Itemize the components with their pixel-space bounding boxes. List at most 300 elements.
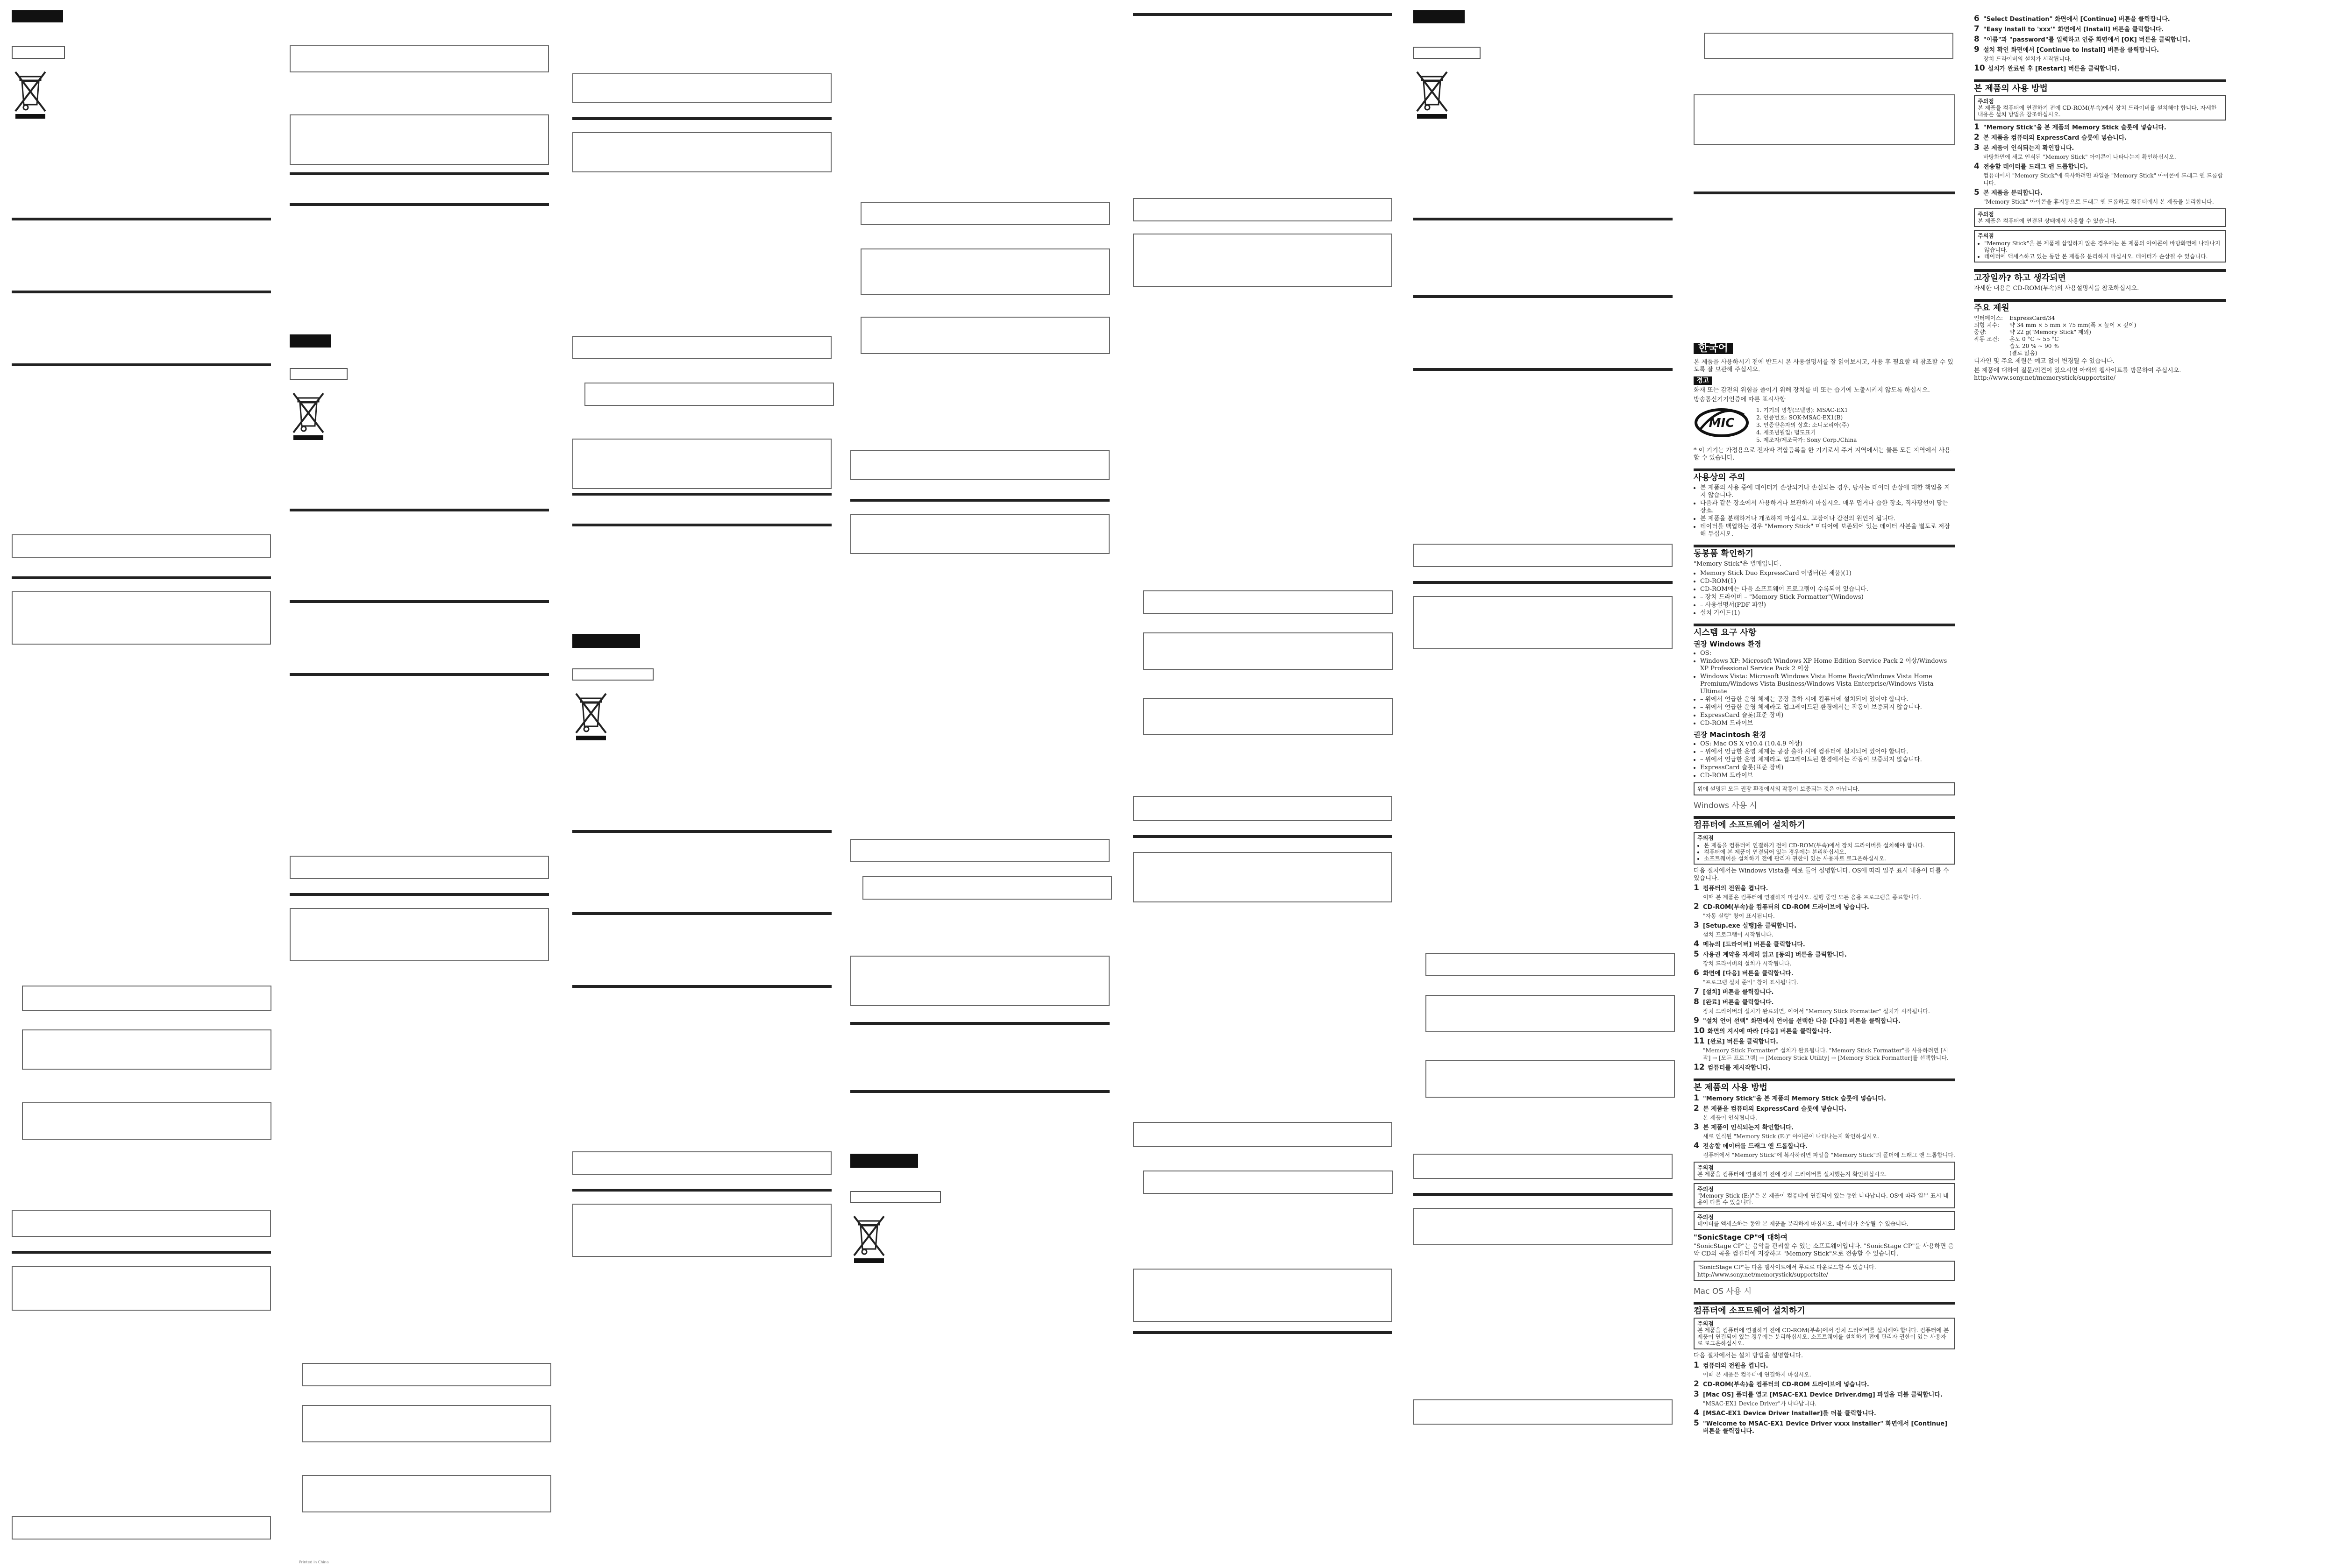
list-item: • Windows Vista: Microsoft Windows Vista Home Basic/Windows Vista Home Premium/Windows Vista Business/Windows Vista Enterprise/Windows Vista Ultimate [1700, 673, 1955, 695]
mic-item: 2. 인증번호: SOK-MSAC-EX1(B) [1756, 414, 1843, 421]
win-install-steps [1694, 884, 1955, 1072]
step-item [1694, 998, 1955, 1007]
step-number: 8 [1694, 997, 1699, 1007]
step-number: 3 [1694, 1122, 1699, 1132]
note-title: 주의점 [1697, 1214, 1714, 1220]
weee-bin-icon [572, 690, 832, 741]
mic-logo-text: MIC [1709, 416, 1735, 430]
note-title: 주의점 [1978, 98, 1994, 105]
list-item: • – 위에서 언급한 운영 체제는 공장 출하 시에 컴퓨터에 설치되어 있어야 합니다. [1700, 748, 1955, 756]
step-item [1694, 969, 1955, 978]
note-box [850, 839, 1110, 862]
step-item [1974, 144, 2226, 152]
note-title: 주의점 [1697, 1164, 1714, 1171]
spec-key: 작동 조건: [1974, 336, 2000, 342]
note-box [584, 383, 834, 406]
spec-value: 온도 0 °C ~ 55 °C [2009, 336, 2059, 342]
step-detail: 컴퓨터에서 "Memory Stick"에 복사하려면 파일을 "Memory Stick"의 폴더에 드래그 앤 드롭합니다. [1703, 1152, 1955, 1158]
note-box [1413, 1154, 1673, 1179]
note-box [572, 336, 832, 359]
note-box [302, 1475, 551, 1512]
section-rule [290, 893, 549, 896]
warning-label-box [12, 46, 65, 59]
note-box [12, 1516, 271, 1540]
step-number: 11 [1694, 1036, 1705, 1046]
step-item [1694, 903, 1955, 911]
note-box [290, 114, 549, 165]
note-box [572, 132, 832, 172]
step-number: 10 [1974, 64, 1985, 73]
section-rule [572, 493, 832, 496]
step-number: 1 [1694, 883, 1699, 893]
list-item: • OS: Mac OS X v10.4 (10.4.9 이상) [1700, 740, 1955, 748]
section-rule [1133, 13, 1392, 16]
language-heading-bar [290, 334, 331, 348]
korean-column-2 [1974, 13, 2226, 384]
note-box [850, 956, 1110, 1006]
step-detail: 새로 인식된 "Memory Stick (E:)" 아이콘이 나타나는지 확인하십시오. [1703, 1133, 1879, 1140]
spec-key [1974, 350, 2007, 357]
mic-certification [1694, 406, 1955, 444]
specs-title: 주요 제원 [1974, 299, 2226, 312]
note-box [850, 514, 1110, 554]
footer-code: Printed in China [299, 1560, 329, 1564]
note-box [850, 450, 1110, 480]
step-text: "Welcome to MSAC-EX1 Device Driver vxxx installer" 화면에서 [Continue] 버튼을 클릭합니다. [1703, 1420, 1948, 1435]
korean-column-1 [1694, 341, 1955, 1436]
spec-value: (결로 없음) [2009, 350, 2037, 356]
warning-label-box [850, 1191, 941, 1203]
mic-item: 5. 제조자/제조국가: Sony Corp./China [1756, 437, 1857, 443]
step-detail: 장치 드라이버의 설치가 완료되면, 이어서 "Memory Stick Formatter" 설치가 시작됩니다. [1703, 1008, 1930, 1015]
mac-install-note [1694, 1318, 1955, 1349]
section-rule [1694, 192, 1955, 194]
step-item [1694, 1362, 1955, 1370]
note-title: 주의점 [1978, 233, 1994, 239]
mac-pre-text: 다음 절차에서는 설치 방법을 설명합니다. [1694, 1352, 1803, 1359]
note-title: 주의점 [1978, 211, 1994, 218]
spec-value: 습도 20 % ~ 90 % [2009, 343, 2059, 349]
note-box [572, 1151, 832, 1175]
step-item [1694, 1017, 1955, 1025]
step-number: 3 [1974, 143, 1980, 152]
step-detail: 바탕화면에 새로 인식된 "Memory Stick" 아이콘이 나타나는지 확인하십시오. [1983, 154, 2176, 160]
korean-language-heading: 한국어 [1694, 343, 1733, 354]
sonicstage-text: "SonicStage CP"는 음악을 관리할 수 있는 소프트웨어입니다. "SonicStage CP"를 사용하면 음악 CD의 곡을 컴퓨터에 저장하고 "Memory Stick"으로 전송할 수 있습니다. [1694, 1243, 1954, 1257]
step-text: 컴퓨터의 전원을 켭니다. [1703, 1362, 1768, 1369]
win-env-list [1700, 650, 1955, 727]
list-item: • OS: [1700, 650, 1955, 657]
section-rule [290, 203, 549, 206]
list-item: • ExpressCard 슬롯(표준 장비) [1700, 712, 1955, 719]
step-text: 컴퓨터의 전원을 켭니다. [1703, 885, 1768, 892]
section-rule [12, 363, 271, 366]
note-box [1133, 1269, 1392, 1322]
section-rule [290, 673, 549, 676]
mac-os-label: Mac OS 사용 시 [1694, 1287, 1752, 1296]
step-text: "Select Destination" 화면에서 [Continue] 버튼을 클릭합니다. [1983, 16, 2170, 23]
list-item: • Memory Stick Duo ExpressCard 어댑터(본 제품)(1) [1700, 570, 1955, 577]
step-item [1974, 189, 2226, 197]
step-text: 전송할 데이터를 드래그 앤 드롭합니다. [1983, 163, 2088, 170]
mic-item: 1. 기기의 명칭(모델명): MSAC-EX1 [1756, 407, 1848, 413]
contents-list [1700, 570, 1955, 617]
spec-row [1974, 322, 2226, 329]
warning-heading: 경고 [1694, 376, 1712, 385]
contents-intro: "Memory Stick"은 별매입니다. [1694, 561, 1781, 568]
list-item: • – 위에서 언급한 운영 체제라도 업그레이드된 환경에서는 작동이 보증되지 않습니다. [1700, 756, 1955, 764]
section-rule [290, 509, 549, 511]
step-item [1694, 1064, 1955, 1072]
section-rule [1413, 1193, 1673, 1196]
list-item: • 데이터에 액세스하고 있는 동안 본 제품을 분리하지 마십시오. 데이터가 손상될 수 있습니다. [1984, 253, 2222, 260]
mac-use-title: 본 제품의 사용 방법 [1974, 79, 2226, 92]
step-item [1694, 884, 1955, 893]
step-item [1974, 163, 2226, 171]
spec-value: 약 34 mm × 5 mm × 75 mm(폭 × 높이 × 깊이) [2009, 322, 2137, 328]
sysreq-note-box: 위에 설명된 모든 권장 환경에서의 작동이 보증되는 것은 아닙니다. [1694, 782, 1955, 795]
list-item: • – 사용설명서(PDF 파일) [1700, 602, 1955, 609]
step-number: 3 [1694, 921, 1699, 930]
note-box [1133, 852, 1392, 902]
list-item: • Windows XP: Microsoft Windows XP Home Edition Service Pack 2 이상/Windows XP Professional Service Pack 2 이상 [1700, 658, 1955, 673]
list-item: • CD-ROM에는 다음 소프트웨어 프로그램이 수록되어 있습니다. [1700, 586, 1955, 593]
step-item [1694, 1027, 1955, 1036]
step-text: CD-ROM(부속)을 컴퓨터의 CD-ROM 드라이브에 넣습니다. [1703, 1381, 1869, 1388]
step-text: 본 제품을 컴퓨터의 ExpressCard 슬롯에 넣습니다. [1983, 135, 2127, 142]
step-item [1694, 922, 1955, 930]
win-install-note [1694, 832, 1955, 865]
win-use-note [1694, 1183, 1955, 1208]
warning-text: 화재 또는 감전의 위험을 줄이기 위해 장치를 비 또는 습기에 노출시키지 않도록 하십시오. [1694, 387, 1930, 394]
step-item [1974, 25, 2226, 34]
mac-install-steps-continued [1974, 15, 2226, 73]
list-item: • 다음과 같은 장소에서 사용하거나 보관하지 마십시오. 매우 덥거나 습한 장소, 직사광선이 닿는 장소. [1700, 500, 1955, 515]
step-number: 4 [1974, 162, 1980, 171]
step-number: 7 [1974, 24, 1980, 34]
note-box [572, 439, 832, 489]
win-use-steps [1694, 1094, 1955, 1159]
step-number: 9 [1694, 1016, 1699, 1025]
list-item: • 본 제품을 분해하거나 개조하지 마십시오. 고장이나 감전의 원인이 됩니다. [1700, 515, 1955, 523]
step-item [1974, 46, 2226, 54]
step-item [1694, 988, 1955, 996]
step-text: [MSAC-EX1 Device Driver Installer]를 더블 클릭합니다. [1703, 1410, 1876, 1417]
step-item [1694, 951, 1955, 959]
step-item [1974, 134, 2226, 142]
precautions-list [1700, 484, 1955, 538]
note-text: 본 제품을 컴퓨터에 연결하기 전에 CD-ROM(부속)에서 장치 드라이버를 설치해야 합니다. 자세한 내용은 설치 방법을 참조하십시오. [1978, 105, 2217, 118]
note-box [1143, 1171, 1393, 1194]
note-box [861, 248, 1110, 295]
step-number: 4 [1694, 1408, 1699, 1418]
note-box [22, 1029, 271, 1070]
step-number: 7 [1694, 987, 1699, 996]
mac-use-steps [1974, 123, 2226, 206]
step-text: CD-ROM(부속)을 컴퓨터의 CD-ROM 드라이브에 넣습니다. [1703, 904, 1869, 911]
section-rule [572, 830, 832, 833]
note-text: 본 제품을 컴퓨터에 연결하기 전에 장치 드라이버를 설치했는지 확인하십시오. [1697, 1171, 1887, 1178]
language-heading-bar [12, 10, 63, 22]
note-title: 주의점 [1697, 1186, 1714, 1192]
note-box [22, 1102, 271, 1140]
weee-bin-icon [1413, 68, 1673, 120]
note-box [302, 1363, 551, 1386]
step-item [1974, 123, 2226, 132]
list-item: • 컴퓨터에 본 제품이 연결되어 있는 경우에는 분리하십시오. [1704, 849, 1951, 855]
list-item: • 데이터를 백업하는 경우 "Memory Stick" 미디어에 보존되어 있는 데이터 사본을 별도로 저장해 두십시오. [1700, 523, 1955, 538]
mac-use-top-note [1974, 95, 2226, 121]
mac-use-mid-note [1974, 208, 2226, 227]
step-item [1694, 1142, 1955, 1150]
step-number: 6 [1694, 968, 1699, 978]
note-box [1133, 234, 1392, 287]
step-detail: "Memory Stick" 아이콘을 휴지통으로 드래그 앤 드롭하고 컴퓨터에서 본 제품을 분리합니다. [1983, 199, 2214, 205]
weee-bin-icon [850, 1213, 941, 1264]
windows-os-label: Windows 사용 시 [1694, 801, 1757, 810]
specs-list [1974, 315, 2226, 357]
spec-key: 인터페이스: [1974, 315, 2003, 321]
step-detail: 설치 프로그램이 시작됩니다. [1703, 931, 1773, 938]
win-install-title: 컴퓨터에 소프트웨어 설치하기 [1694, 816, 1955, 829]
step-number: 3 [1694, 1390, 1699, 1399]
note-text: 데이터를 액세스하는 동안 본 제품을 분리하지 마십시오. 데이터가 손상될 수 있습니다. [1697, 1220, 1909, 1227]
step-text: 컴퓨터를 재시작합니다. [1707, 1064, 1771, 1071]
win-use-note [1694, 1162, 1955, 1180]
list-item: • CD-ROM 드라이브 [1700, 720, 1955, 727]
step-detail: "Memory Stick Formatter" 설치가 완료됩니다. "Memory Stick Formatter"를 사용하려면 [시작] → [모든 프로그램] → [Memory Stick Utility] → [Memory Stick Formatter]를 선택합니다. [1703, 1047, 1949, 1061]
note-box [302, 1405, 551, 1442]
step-detail: 본 제품이 인식됩니다. [1703, 1114, 1757, 1121]
step-item [1974, 15, 2226, 23]
note-box [1413, 1208, 1673, 1245]
mic-item: 4. 제조년월일: 별도표기 [1756, 429, 1816, 436]
step-item [1694, 1391, 1955, 1399]
note-box [572, 1204, 832, 1257]
step-number: 9 [1974, 45, 1980, 54]
step-item [1694, 1123, 1955, 1132]
note-box [12, 1266, 271, 1311]
weee-bin-icon [12, 68, 271, 120]
mic-list [1756, 406, 1857, 444]
spec-row [1974, 343, 2226, 350]
section-rule [12, 291, 271, 293]
note-box [290, 908, 549, 961]
note-box [12, 1210, 271, 1237]
win-env-title: 권장 Windows 환경 [1694, 640, 1761, 648]
note-text: 본 제품은 컴퓨터에 연결된 상태에서 사용할 수 있습니다. [1978, 218, 2117, 224]
step-detail: "프로그램 설치 준비" 창이 표시됩니다. [1703, 979, 1798, 986]
column-5 [1133, 10, 1392, 1334]
language-heading-bar [850, 1154, 918, 1168]
mac-install-steps [1694, 1362, 1955, 1435]
section-rule [1133, 1331, 1392, 1334]
step-detail: 장치 드라이버의 설치가 시작됩니다. [1983, 56, 2072, 62]
step-item [1694, 1037, 1955, 1046]
spec-row [1974, 315, 2226, 322]
step-number: 2 [1694, 1104, 1699, 1113]
step-number: 4 [1694, 1141, 1699, 1150]
note-text: "Memory Stick (E:)"은 본 제품이 컴퓨터에 연결되어 있는 동안 나타납니다. OS에 따라 일부 표시 내용이 다를 수 있습니다. [1697, 1192, 1949, 1206]
section-rule [12, 576, 271, 579]
step-item [1694, 1105, 1955, 1113]
section-rule [290, 172, 549, 175]
step-number: 5 [1694, 950, 1699, 959]
step-item [1974, 35, 2226, 44]
step-number: 1 [1974, 122, 1980, 132]
column-6 [1413, 10, 1673, 1425]
mac-env-list [1700, 740, 1955, 780]
step-number: 1 [1694, 1361, 1699, 1370]
list-item: • 본 제품의 사용 중에 데이터가 손상되거나 손실되는 경우, 당사는 데이터 손상에 대한 책임을 지지 않습니다. [1700, 484, 1955, 499]
note-box [1425, 995, 1675, 1032]
step-item [1694, 1094, 1955, 1103]
mic-note: * 이 기기는 가정용으로 전자파 적합등록을 한 기기로서 주거 지역에서는 물론 모든 지역에서 사용할 수 있습니다. [1694, 447, 1951, 461]
list-item: • 소프트웨어를 설치하기 전에 관리자 권한이 있는 사용자로 로그온하십시오. [1704, 855, 1951, 862]
list-item: • 본 제품을 컴퓨터에 연결하기 전에 CD-ROM(부속)에서 장치 드라이버를 설치해야 합니다. [1704, 842, 1951, 849]
step-number: 10 [1694, 1026, 1705, 1036]
step-text: [완료] 버튼을 클릭합니다. [1703, 999, 1774, 1006]
section-rule [1413, 295, 1673, 298]
note-box [290, 856, 549, 879]
note-box [12, 591, 271, 645]
spec-key: 중량: [1974, 329, 1987, 335]
step-text: 본 제품을 컴퓨터의 ExpressCard 슬롯에 넣습니다. [1703, 1106, 1847, 1113]
section-rule [12, 218, 271, 220]
section-rule [572, 117, 832, 120]
section-rule [572, 912, 832, 915]
note-box [1413, 596, 1673, 649]
note-box [1133, 796, 1392, 821]
step-text: "이름"과 "password"를 입력하고 인증 화면에서 [OK] 버튼을 클릭합니다. [1983, 36, 2191, 43]
sonicstage-box: "SonicStage CP"는 다음 웹사이트에서 무료로 다운로드할 수 있습니다. http://www.sony.net/memorystick/supportsite/ [1694, 1261, 1955, 1281]
spec-row [1974, 350, 2226, 357]
step-item [1974, 64, 2226, 73]
note-box [862, 876, 1112, 900]
note-box [1694, 94, 1955, 145]
section-rule [850, 499, 1110, 502]
note-box [290, 45, 549, 72]
note-list [1984, 240, 2222, 260]
mic-intro: 방송통신기기인증에 따른 표시사항 [1694, 396, 1786, 403]
note-text: 본 제품을 컴퓨터에 연결하기 전에 CD-ROM(부속)에서 장치 드라이버를 설치해야 합니다. 컴퓨터에 본 제품이 연결되어 있는 경우에는 분리하십시오. 소프트웨어를 설치하기 전에 관리자 권한이 있는 사용자로 로그온하십시오. [1697, 1327, 1949, 1347]
trouble-title: 고장일까? 하고 생각되면 [1974, 269, 2226, 282]
step-number: 5 [1974, 188, 1980, 197]
step-item [1694, 1409, 1955, 1418]
step-detail: 이때 본 제품은 컴퓨터에 연결하지 마십시오. [1703, 1371, 1811, 1378]
note-box [22, 986, 271, 1011]
win-pre-text: 다음 절차에서는 Windows Vista를 예로 들어 설명합니다. OS에 따라 일부 표시 내용이 다를 수 있습니다. [1694, 867, 1949, 882]
step-text: 설치 확인 화면에서 [Continue to Install] 버튼을 클릭합니다. [1983, 47, 2159, 54]
step-text: 전송할 데이터를 드래그 앤 드롭합니다. [1703, 1143, 1808, 1150]
note-box [1133, 198, 1392, 221]
mac-env-title: 권장 Macintosh 환경 [1694, 731, 1766, 739]
step-item [1694, 1419, 1955, 1435]
section-rule [1413, 368, 1673, 371]
step-text: 본 제품이 인식되는지 확인합니다. [1983, 145, 2074, 152]
step-number: 12 [1694, 1063, 1705, 1072]
step-number: 1 [1694, 1093, 1699, 1103]
note-box [861, 202, 1110, 225]
note-box [1143, 698, 1393, 735]
win-use-note [1694, 1211, 1955, 1230]
section-rule [1413, 581, 1673, 584]
step-number: 2 [1694, 1379, 1699, 1389]
step-item [1694, 940, 1955, 949]
step-detail: "MSAC-EX1 Device Driver"가 나타납니다. [1703, 1400, 1817, 1407]
step-number: 6 [1974, 14, 1980, 23]
mic-item: 3. 인증받은자의 상호: 소니코리아(주) [1756, 422, 1849, 428]
step-number: 2 [1694, 902, 1699, 911]
note-box [1133, 1122, 1392, 1147]
list-item: • CD-ROM(1) [1700, 578, 1955, 585]
list-item: • – 위에서 언급한 운영 체제라도 업그레이드된 환경에서는 작동이 보증되지 않습니다. [1700, 704, 1955, 711]
weee-bin-icon [290, 390, 549, 441]
win-use-title: 본 제품의 사용 방법 [1694, 1078, 1955, 1092]
section-rule [572, 524, 832, 526]
spec-value: 약 22 g("Memory Stick" 제외) [2009, 329, 2091, 335]
spec-note: 디자인 및 주요 제원은 예고 없이 변경될 수 있습니다. [1974, 358, 2115, 365]
section-rule [572, 1189, 832, 1192]
note-box [572, 73, 832, 103]
note-box [1425, 1060, 1675, 1098]
step-text: "Memory Stick"을 본 제품의 Memory Stick 슬롯에 넣습니다. [1703, 1095, 1886, 1102]
note-list [1704, 842, 1951, 862]
section-rule [290, 600, 549, 603]
mic-logo-icon [1694, 406, 1750, 439]
section-rule [12, 1251, 271, 1254]
spec-value: ExpressCard/34 [2009, 315, 2055, 321]
warning-label-box [1413, 47, 1481, 59]
step-text: "설치 언어 선택" 화면에서 언어를 선택한 다음 [다음] 버튼을 클릭합니다. [1703, 1018, 1901, 1025]
step-text: 본 제품이 인식되는지 확인합니다. [1703, 1124, 1794, 1131]
sysreq-title: 시스템 요구 사항 [1694, 624, 1955, 637]
list-item: • 설치 가이드(1) [1700, 610, 1955, 617]
contents-title: 동봉품 확인하기 [1694, 545, 1955, 558]
step-text: [Mac OS] 폴더를 열고 [MSAC-EX1 Device Driver.dmg] 파일을 더블 클릭합니다. [1703, 1391, 1943, 1398]
step-text: 메뉴의 [드라이버] 버튼을 클릭합니다. [1703, 941, 1805, 948]
step-text: 사용권 계약을 자세히 읽고 [동의] 버튼을 클릭합니다. [1703, 951, 1847, 958]
step-number: 5 [1694, 1419, 1699, 1428]
trouble-text: 자세한 내용은 CD-ROM(부속)의 사용설명서를 참조하십시오. [1974, 285, 2139, 292]
note-box [1704, 33, 1953, 59]
spec-key: 외형 치수: [1974, 322, 2000, 328]
language-heading-bar [1413, 10, 1465, 23]
spec-row [1974, 336, 2226, 343]
step-text: [완료] 버튼을 클릭합니다. [1707, 1038, 1779, 1045]
step-text: 설치가 완료된 후 [Restart] 버튼을 클릭합니다. [1987, 65, 2120, 72]
step-detail: 컴퓨터에서 "Memory Stick"에 복사하려면 파일을 "Memory Stick" 아이콘에 드래그 앤 드롭합니다. [1983, 172, 2223, 186]
step-item [1694, 1380, 1955, 1389]
step-text: 본 제품을 분리합니다. [1983, 190, 2043, 197]
intro-text: 본 제품을 사용하시기 전에 반드시 본 사용설명서를 잘 읽어보시고, 사용 후 필요할 때 참조할 수 있도록 잘 보관해 주십시오. [1694, 359, 1953, 373]
note-box [1143, 632, 1393, 670]
list-item: • "Memory Stick"을 본 제품에 삽입하지 않은 경우에는 본 제품의 아이콘이 바탕화면에 나타나지 않습니다. [1984, 240, 2222, 253]
mac-use-bottom-note [1974, 230, 2226, 263]
list-item: • – 장치 드라이버 – "Memory Stick Formatter"(Windows) [1700, 594, 1955, 601]
section-rule [1133, 835, 1392, 838]
list-item: • – 위에서 언급한 운영 체제는 공장 출하 시에 컴퓨터에 설치되어 있어야 합니다. [1700, 696, 1955, 703]
warning-label-box [572, 668, 654, 681]
note-title: 주의점 [1697, 1320, 1714, 1327]
note-box [1413, 1399, 1673, 1425]
column-7-top [1694, 10, 1955, 194]
note-box [1425, 953, 1675, 976]
step-detail: "자동 실행" 창이 표시됩니다. [1703, 913, 1775, 919]
step-number: 8 [1974, 35, 1980, 44]
sonicstage-title: "SonicStage CP"에 대하여 [1694, 1233, 1788, 1242]
column-4 [850, 10, 1110, 1093]
